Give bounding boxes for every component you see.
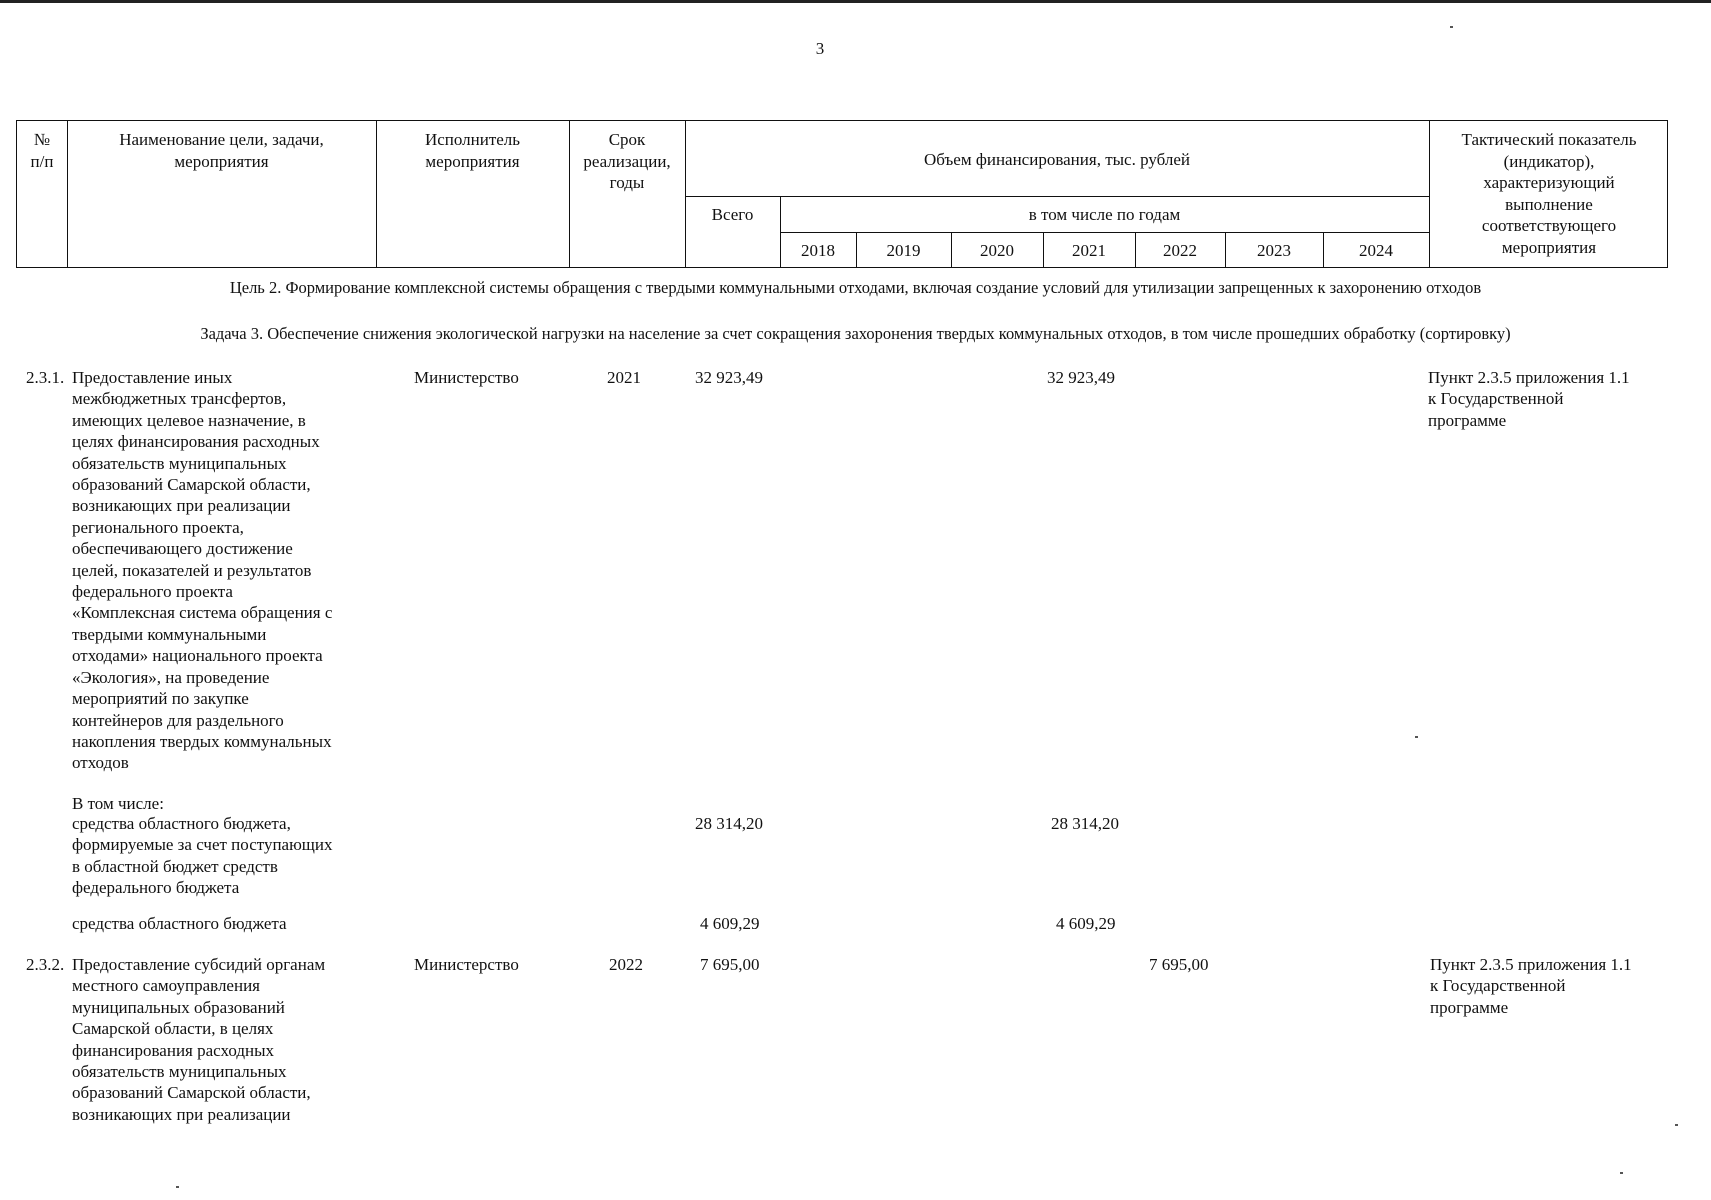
row-name: Предоставление субсидий органам местного самоуправления муниципальных образований Самарской области, в целях финансирования расходных обязательств муниципальных образований Самарской области, возникающих при реализации [72, 955, 326, 1124]
header-year-2019: 2019 [886, 241, 921, 260]
row-number: 2.3.2. [26, 955, 65, 974]
scan-speck [1415, 736, 1418, 738]
scan-speck [176, 1186, 179, 1188]
header-term: Срок реализации, годы [583, 130, 671, 192]
scan-speck [1675, 1124, 1678, 1126]
row-executor: Министерство [414, 955, 519, 974]
sub-row-name: средства областного бюджета [72, 914, 287, 933]
row-indicator: Пункт 2.3.5 приложения 1.1 к Государственной программе [1428, 368, 1630, 430]
row-year-value: 32 923,49 [1047, 368, 1115, 387]
header-year-2021: 2021 [1072, 241, 1106, 260]
table-header [16, 120, 1668, 268]
header-num: № п/п [30, 130, 54, 171]
task-heading: Задача 3. Обеспечение снижения экологической нагрузки на население за счет сокращения захоронения твердых коммунальных отходов, в том числе прошедших обработку (сортировку) [200, 324, 1511, 343]
header-divider [780, 232, 1429, 233]
including-label: В том числе: [72, 794, 164, 813]
header-divider [685, 121, 686, 267]
header-name: Наименование цели, задачи, мероприятия [119, 130, 324, 171]
header-divider [685, 196, 1429, 197]
row-year-value: 7 695,00 [1149, 955, 1209, 974]
sub-row-year-value: 28 314,20 [1051, 814, 1119, 833]
row-executor: Министерство [414, 368, 519, 387]
sub-row-name: средства областного бюджета, формируемые за счет поступающих в областной бюджет средств федерального бюджета [72, 814, 333, 898]
sub-row-total: 4 609,29 [700, 914, 760, 933]
row-term: 2021 [607, 368, 641, 387]
top-border-line [0, 0, 1711, 3]
header-executor: Исполнитель мероприятия [424, 130, 521, 171]
header-year-2023: 2023 [1257, 241, 1291, 260]
header-year-2024: 2024 [1359, 241, 1393, 260]
row-indicator: Пункт 2.3.5 приложения 1.1 к Государственной программе [1430, 955, 1632, 1017]
header-year-2018: 2018 [801, 241, 835, 260]
header-year-2020: 2020 [980, 241, 1014, 260]
page-number: 3 [815, 39, 825, 58]
goal-heading: Цель 2. Формирование комплексной системы обращения с твердыми коммунальными отходами, включая создание условий для утилизации запрещенных к захоронению отходов [229, 278, 1482, 297]
scan-speck [1620, 1172, 1623, 1174]
sub-row-total: 28 314,20 [695, 814, 763, 833]
row-total: 32 923,49 [695, 368, 763, 387]
row-term: 2022 [609, 955, 643, 974]
header-year-2022: 2022 [1163, 241, 1197, 260]
row-number: 2.3.1. [26, 368, 65, 387]
sub-row-year-value: 4 609,29 [1056, 914, 1116, 933]
header-financing: Объем финансирования, тыс. рублей [923, 150, 1190, 169]
scan-speck [1450, 26, 1453, 28]
header-by-years: в том числе по годам [1028, 205, 1181, 224]
header-indicator: Тактический показатель (индикатор), характеризующий выполнение соответствующего мероприятия [1461, 130, 1637, 257]
row-total: 7 695,00 [700, 955, 760, 974]
header-total: Всего [711, 205, 754, 224]
row-name: Предоставление иных межбюджетных трансфертов, имеющих целевое назначение, в целях финансирования расходных обязательств муниципальных образований Самарской области, возникающих при реализации регионального проекта, обеспечивающего достижение целей, показателей и результатов федерального проекта «Комплексная система обращения с твердыми коммунальными отходами» национального проекта «Экология», на проведение мероприятий по закупке контейнеров для раздельного накопления твердых коммунальных отходов [72, 368, 333, 773]
